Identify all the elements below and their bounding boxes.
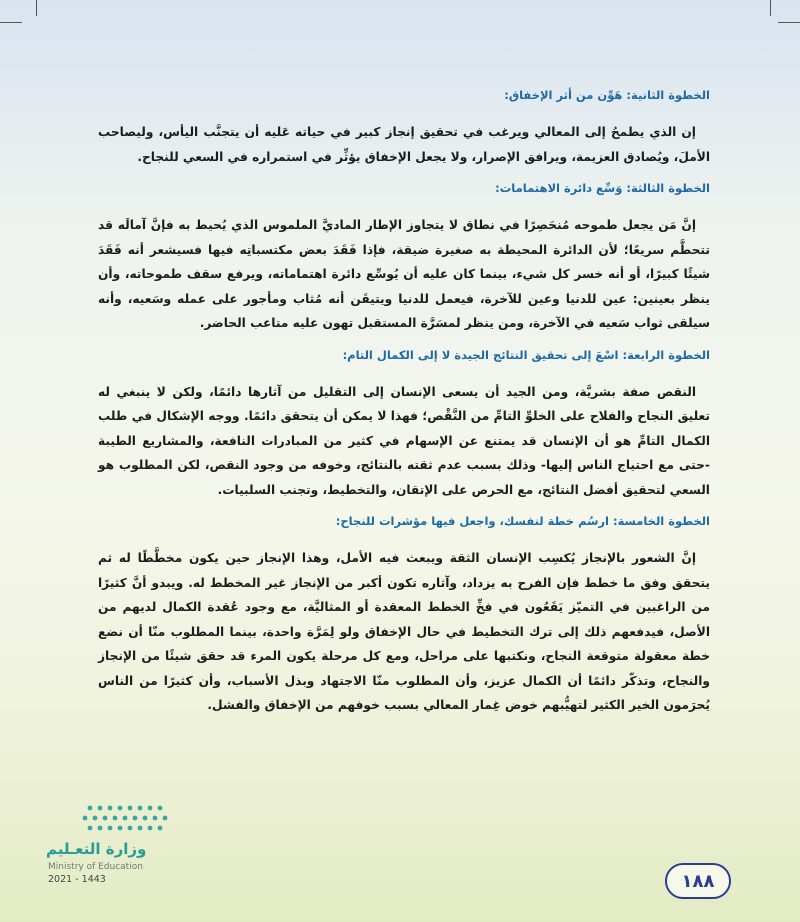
step-5-paragraph: إنَّ الشعور بالإنجاز يُكسِب الإنسان الثقة ويبعث فيه الأمل، وهذا الإنجاز حين يكون مخطَّطًا له ثم يتحقق وفق ما خطط فإن الفرح به يزداد، وآثاره تكون أكبر من الإنجاز غير المخطط له. ويبدو أنَّ كثيرًا من الراغبين في التميّز يَقَعُون في فخِّ الخطط المعقدة أو المثاليَّة، مع وجود عُقدة الكمال لديهم من الأصل، فيدفعهم ذلك إلى ترك التخطيط في حال الإخفاق ولو لِمَرَّة واحدة، بينما المطلوب منّا أن نضع خطة معقولة متوقعة النجاح، ونكتبها على مراحل، ومع كل مرحلة يكون المرء قد حقق شيئًا من الإنجاز والنجاح، وتذكّر دائمًا أن الكمال عزيز، وأن المطلوب منّا الاجتهاد وبذل الأسباب، وأن كثيرًا من الناس يُحرَمون الخير الكثير لتهيُّبهم خوض غِمار المعالي بسبب خوفهم من الإخفاق والفشل. bbox=[98, 551, 710, 712]
step-4-paragraph: النقص صفة بشريَّة، ومن الجيد أن يسعى الإنسان إلى التقليل من آثارها دائمًا، ولكن لا ينبغي له تعليق النجاح والفلاح على الخلوِّ التامِّ من النَّقْص؛ فهذا لا يمكن أن يتحقق دائمًا. ووجه الإشكال في طلب الكمال التامِّ هو أن الإنسان قد يمتنع عن الإسهام في كثير من المبادرات النافعة، والمشاريع الطيبة -حتى مع احتياج الناس إليها- وذلك بسبب عدم ثقته بالنتائج، وخوفه من وجود النقص، لكن المطلوب هو السعي لتحقيق أفضل النتائج، مع الحرص على الإتقان، والتخطيط، وتجنب السلبيات. bbox=[98, 384, 710, 497]
ministry-name-arabic: وزارة التعـليم bbox=[46, 840, 147, 858]
step-2-paragraph: إن الذي يطمحُ إلى المعالي ويرغب في تحقيق إنجاز كبير في حياته عَليه أن يتجنَّب اليأس، وليصاحب الأملَ، ويُصادق العزيمة، ويرافق الإصرار، ولا يجعل الإخفاق يؤثِّر في استمراره في السعي للنجاح. bbox=[98, 125, 710, 164]
step-3-heading: الخطوة الثالثة: وَسِّع دائرة الاهتمامات: bbox=[495, 181, 710, 195]
crop-mark-right-v bbox=[770, 0, 771, 16]
crop-mark-right-h bbox=[778, 22, 800, 23]
step-3-paragraph: إنَّ مَن يجعل طموحه مُنحَصِرًا في نطاق لا يتجاوز الإطار الماديَّ الملموس الذي يُحيط به فإنَّ آمالَه قد تتحطَّم سريعًا؛ لأن الدائرة المحيطة به صغيرة ضيقة، فإذا فَقَدَ بعض مكتسباتِه فيها فسيشعر أنه فَقَدَ شيئًا كبيرًا، أو أنه خسر كل شيء، بينما كان عليه أن يُوسِّع دائرة اهتماماته، ويرفع سقف طموحاته، وأن ينظر بعينين: عين للدنيا وعين للآخرة، فيعمل للدنيا ويتيقَن أنه مُثاب ومأجور على عمله وسَعيه، وأنه سيلقى ثواب سَعيه في الآخرة، ومن ينظر لمسَرَّة المستقبل تهون عليه متاعب الحاضر. bbox=[98, 218, 710, 330]
crop-mark-left-v bbox=[36, 0, 37, 16]
edition-year: 2021 - 1443 bbox=[48, 874, 106, 885]
crop-mark-left-h bbox=[0, 22, 22, 23]
step-4-heading: الخطوة الرابعة: اسْعَ إلى تحقيق النتائج الجيدة لا إلى الكمال التام: bbox=[342, 347, 710, 362]
page-body bbox=[98, 86, 710, 728]
ministry-dots-icon bbox=[80, 800, 190, 836]
step-5-heading: الخطوة الخامسة: ارسُم خطة لنفسك، واجعل فيها مؤشرات للنجاح: bbox=[335, 514, 710, 528]
ministry-logo bbox=[40, 800, 200, 910]
ministry-name-english: Ministry of Education bbox=[48, 862, 143, 872]
page-number: ١٨٨ bbox=[665, 863, 731, 899]
step-2-heading: الخطوة الثانية: هَوِّن من أثر الإخفاق: bbox=[504, 88, 710, 102]
